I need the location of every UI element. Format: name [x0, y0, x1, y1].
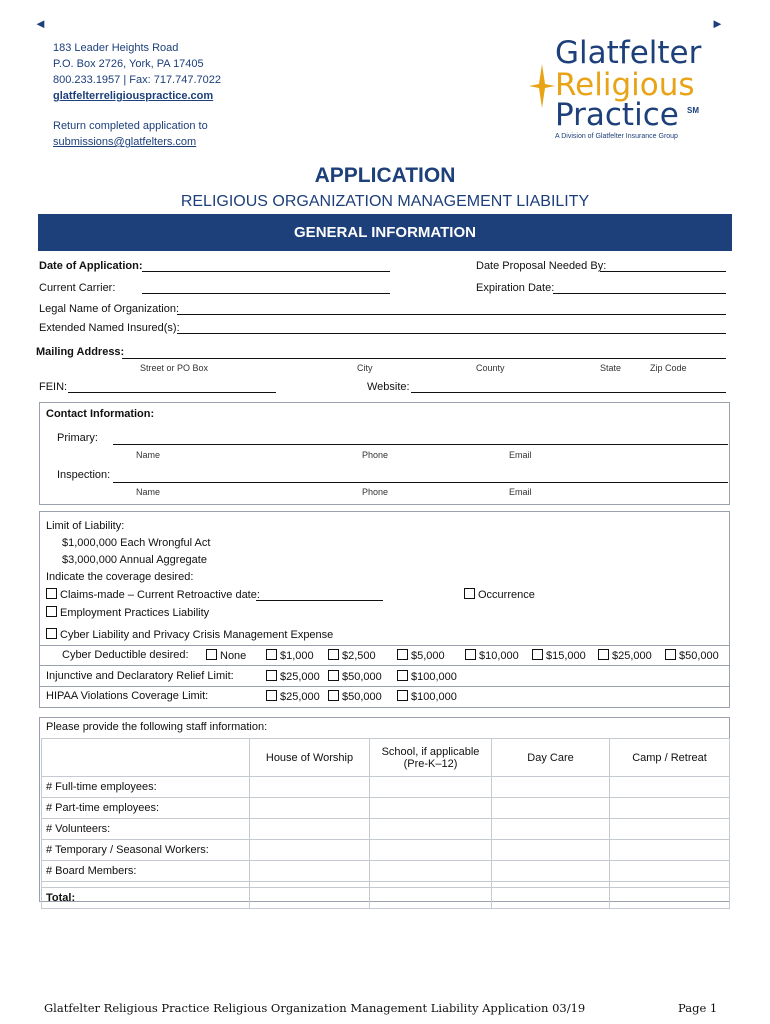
phone-fax: 800.233.1957 | Fax: 717.747.7022 — [53, 74, 221, 86]
row-label: # Temporary / Seasonal Workers: — [42, 840, 250, 861]
return-email-link[interactable]: submissions@glatfelters.com — [53, 136, 197, 148]
deductible-15000-label: $15,000 — [546, 650, 586, 662]
hipaa-50000-label: $50,000 — [342, 691, 382, 703]
col-day-care: Day Care — [492, 739, 610, 777]
total-cell[interactable] — [250, 888, 370, 909]
county-sublabel: County — [476, 363, 505, 373]
table-row — [42, 861, 730, 882]
deductible-50000-checkbox[interactable] — [665, 649, 676, 660]
staff-cell[interactable] — [492, 798, 610, 819]
limit-section — [46, 518, 210, 586]
inspection-phone-sublabel: Phone — [362, 487, 389, 497]
fein-field[interactable] — [68, 392, 276, 393]
injunctive-25000-label: $25,000 — [280, 671, 320, 683]
address-line-1: 183 Leader Heights Road — [53, 42, 179, 54]
website-link[interactable]: glatfelterreligiouspractice.com — [53, 90, 214, 102]
legal-name-label: Legal Name of Organization: — [39, 303, 180, 315]
injunctive-100000-label: $100,000 — [411, 671, 457, 683]
retroactive-date-field[interactable] — [256, 600, 383, 601]
logo-tagline: A Division of Glatfelter Insurance Group — [555, 133, 678, 140]
staff-cell[interactable] — [610, 798, 730, 819]
staff-table — [41, 738, 730, 909]
total-cell[interactable] — [610, 888, 730, 909]
deductible-25000[interactable] — [598, 649, 652, 662]
employment-option[interactable] — [46, 606, 209, 619]
logo-sm: SM — [687, 106, 699, 115]
expiration-date-field[interactable] — [553, 293, 726, 294]
injunctive-100000-checkbox[interactable] — [397, 670, 408, 681]
col-camp-retreat: Camp / Retreat — [610, 739, 730, 777]
col-school: School, if applicable (Pre-K–12) — [370, 739, 492, 777]
fein-label: FEIN: — [39, 381, 68, 393]
table-row — [42, 777, 730, 798]
return-text: Return completed application to — [53, 120, 208, 132]
primary-email-sublabel: Email — [509, 450, 532, 460]
legal-name-field[interactable] — [177, 314, 726, 315]
deductible-10000[interactable] — [465, 649, 519, 662]
total-row — [42, 888, 730, 909]
deductible-5000[interactable] — [397, 649, 445, 662]
inspection-label: Inspection: — [57, 469, 111, 481]
injunctive-50000-checkbox[interactable] — [328, 670, 339, 681]
deductible-50000[interactable] — [665, 649, 719, 662]
staff-cell[interactable] — [370, 777, 492, 798]
staff-cell[interactable] — [492, 840, 610, 861]
star-icon — [527, 62, 557, 110]
staff-cell[interactable] — [610, 840, 730, 861]
total-cell[interactable] — [492, 888, 610, 909]
total-cell[interactable] — [370, 888, 492, 909]
street-sublabel: Street or PO Box — [140, 363, 209, 373]
injunctive-25000[interactable] — [266, 670, 320, 683]
staff-cell[interactable] — [250, 840, 370, 861]
table-row — [42, 798, 730, 819]
address-line-2: P.O. Box 2726, York, PA 17405 — [53, 58, 204, 70]
primary-phone-sublabel: Phone — [362, 450, 389, 460]
deductible-1000-label: $1,000 — [280, 650, 314, 662]
deductible-2500-label: $2,500 — [342, 650, 376, 662]
staff-intro: Please provide the following staff information: — [46, 721, 268, 733]
staff-cell[interactable] — [492, 861, 610, 882]
deductible-15000[interactable] — [532, 649, 586, 662]
coverage-divider — [39, 645, 730, 646]
indicate-coverage: Indicate the coverage desired: — [46, 571, 194, 583]
total-label: Total: — [42, 888, 250, 909]
hipaa-50000[interactable] — [328, 690, 382, 703]
deductible-50000-label: $50,000 — [679, 650, 719, 662]
deductible-5000-label: $5,000 — [411, 650, 445, 662]
deductible-none[interactable] — [206, 649, 246, 662]
deductible-15000-checkbox[interactable] — [532, 649, 543, 660]
occurrence-checkbox[interactable] — [464, 588, 475, 599]
footer-text: Glatfelter Religious Practice Religious Organization Management Liability Application 03/19 — [44, 1001, 586, 1015]
contact-info-title: Contact Information: — [46, 408, 155, 420]
row-label: # Part-time employees: — [42, 798, 250, 819]
page-number: Page 1 — [678, 1001, 718, 1015]
extended-named-field[interactable] — [177, 333, 726, 334]
deductible-2500-checkbox[interactable] — [328, 649, 339, 660]
row-label: # Volunteers: — [42, 819, 250, 840]
staff-cell[interactable] — [370, 798, 492, 819]
deductible-25000-checkbox[interactable] — [598, 649, 609, 660]
deductible-5000-checkbox[interactable] — [397, 649, 408, 660]
staff-cell[interactable] — [370, 840, 492, 861]
staff-header-blank — [42, 739, 250, 777]
injunctive-label: Injunctive and Declaratory Relief Limit: — [46, 670, 234, 682]
claims-made-checkbox[interactable] — [46, 588, 57, 599]
deductible-2500[interactable] — [328, 649, 376, 662]
claims-made-label: Claims-made – Current Retroactive date: — [60, 589, 260, 601]
staff-cell[interactable] — [492, 777, 610, 798]
hipaa-100000-label: $100,000 — [411, 691, 457, 703]
cyber-deductible-label: Cyber Deductible desired: — [62, 649, 189, 661]
row-label: # Board Members: — [42, 861, 250, 882]
employment-checkbox[interactable] — [46, 606, 57, 617]
row-label: # Full-time employees: — [42, 777, 250, 798]
staff-cell[interactable] — [250, 861, 370, 882]
prev-page-arrow[interactable]: ◄ — [34, 16, 47, 31]
website-field[interactable] — [411, 392, 726, 393]
limit-title: Limit of Liability: — [46, 520, 125, 532]
injunctive-25000-checkbox[interactable] — [266, 670, 277, 681]
mailing-address-field[interactable] — [122, 358, 726, 359]
limit-aggregate: $3,000,000 Annual Aggregate — [62, 554, 207, 566]
hipaa-label: HIPAA Violations Coverage Limit: — [46, 690, 209, 702]
hipaa-100000[interactable] — [397, 690, 457, 703]
deductible-25000-label: $25,000 — [612, 650, 652, 662]
date-proposal-field[interactable] — [600, 271, 726, 272]
current-carrier-field[interactable] — [142, 293, 390, 294]
staff-cell[interactable] — [370, 861, 492, 882]
inspection-contact-field[interactable] — [113, 482, 728, 483]
header-address — [53, 40, 221, 150]
employment-label: Employment Practices Liability — [60, 607, 210, 619]
website-label: Website: — [367, 381, 410, 393]
date-of-application-label: Date of Application: — [39, 260, 143, 272]
extended-named-label: Extended Named Insured(s): — [39, 322, 180, 334]
deductible-none-checkbox[interactable] — [206, 649, 217, 660]
state-sublabel: State — [600, 363, 622, 373]
injunctive-100000[interactable] — [397, 670, 457, 683]
staff-cell[interactable] — [250, 819, 370, 840]
hipaa-25000[interactable] — [266, 690, 320, 703]
cyber-checkbox[interactable] — [46, 628, 57, 639]
inspection-name-sublabel: Name — [136, 487, 161, 497]
staff-cell[interactable] — [250, 777, 370, 798]
general-info-banner: GENERAL INFORMATION — [38, 214, 732, 251]
expiration-date-label: Expiration Date: — [476, 282, 555, 294]
mailing-address-label: Mailing Address: — [36, 346, 125, 358]
deductible-1000[interactable] — [266, 649, 314, 662]
staff-cell[interactable] — [610, 777, 730, 798]
hipaa-25000-checkbox[interactable] — [266, 690, 277, 701]
staff-cell[interactable] — [492, 819, 610, 840]
date-proposal-label: Date Proposal Needed By: — [476, 260, 607, 272]
inspection-email-sublabel: Email — [509, 487, 532, 497]
injunctive-50000-label: $50,000 — [342, 671, 382, 683]
col-house-of-worship: House of Worship — [250, 739, 370, 777]
next-page-arrow[interactable]: ► — [711, 16, 724, 31]
logo-line-2: Religious — [555, 67, 695, 103]
table-row — [42, 840, 730, 861]
injunctive-divider — [39, 686, 730, 687]
deductible-none-label: None — [220, 650, 247, 662]
staff-cell[interactable] — [250, 798, 370, 819]
primary-label: Primary: — [57, 432, 98, 444]
current-carrier-label: Current Carrier: — [39, 282, 116, 294]
page-title: APPLICATION — [314, 164, 456, 187]
hipaa-50000-checkbox[interactable] — [328, 690, 339, 701]
date-of-application-field[interactable] — [142, 271, 390, 272]
primary-name-sublabel: Name — [136, 450, 161, 460]
deductible-divider — [39, 665, 730, 666]
cyber-label: Cyber Liability and Privacy Crisis Management Expense — [60, 629, 334, 641]
staff-cell[interactable] — [610, 861, 730, 882]
city-sublabel: City — [357, 363, 373, 373]
occurrence-option[interactable] — [464, 588, 535, 601]
logo-line-1: Glatfelter — [555, 35, 702, 71]
injunctive-50000[interactable] — [328, 670, 382, 683]
occurrence-label: Occurrence — [478, 589, 535, 601]
deductible-10000-label: $10,000 — [479, 650, 519, 662]
cyber-option[interactable] — [46, 628, 333, 641]
staff-cell[interactable] — [370, 819, 492, 840]
logo-line-3: Practice — [555, 97, 679, 133]
zip-sublabel: Zip Code — [650, 363, 687, 373]
deductible-10000-checkbox[interactable] — [465, 649, 476, 660]
staff-cell[interactable] — [610, 819, 730, 840]
primary-contact-field[interactable] — [113, 444, 728, 445]
glatfelter-logo — [527, 35, 737, 148]
page-subtitle: RELIGIOUS ORGANIZATION MANAGEMENT LIABILITY — [180, 193, 590, 210]
staff-header-row — [42, 739, 730, 777]
hipaa-25000-label: $25,000 — [280, 691, 320, 703]
claims-made-option[interactable] — [46, 588, 260, 601]
limit-wrongful-act: $1,000,000 Each Wrongful Act — [62, 537, 211, 549]
table-row — [42, 819, 730, 840]
deductible-1000-checkbox[interactable] — [266, 649, 277, 660]
hipaa-100000-checkbox[interactable] — [397, 690, 408, 701]
